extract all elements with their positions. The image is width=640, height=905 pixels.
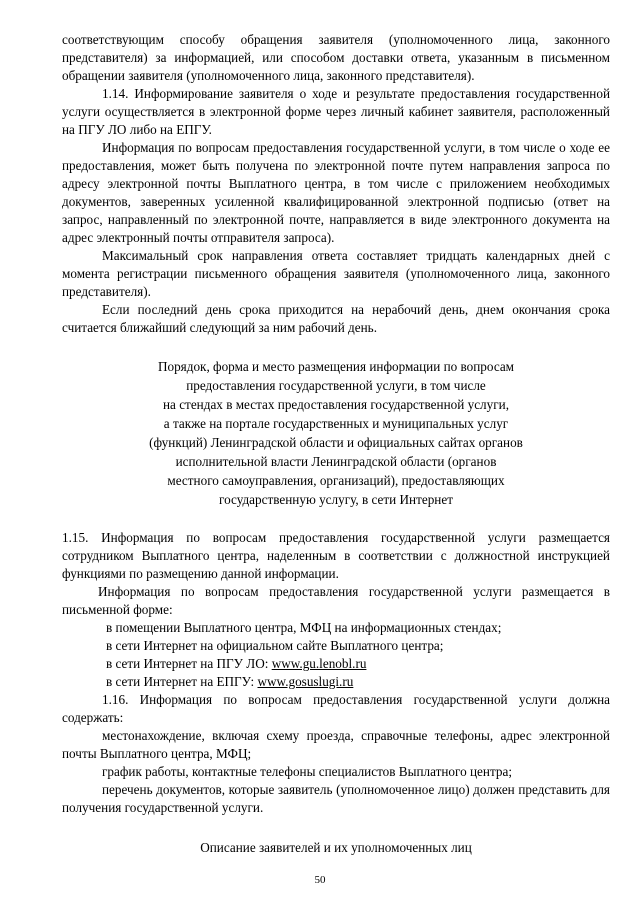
heading-line: государственную услугу, в сети Интернет [219,492,453,507]
paragraph-documents: перечень документов, которые заявитель (уполномоченное лицо) должен представить для получения государственной услуги. [62,782,610,815]
paragraph-non-working-day: Если последний день срока приходится на нерабочий день, днем окончания срока считается ближайший следующий за ним рабочий день. [62,302,610,335]
pgu-prefix: в сети Интернет на ПГУ ЛО: [106,656,272,671]
list-item: в помещении Выплатного центра, МФЦ на информационных стендах; [106,620,502,635]
paragraph-1-16: 1.16. Информация по вопросам предоставления государственной услуги должна содержать: [62,692,610,725]
epgu-prefix: в сети Интернет на ЕПГУ: [106,674,258,689]
heading-line: местного самоуправления, организаций), предоставляющих [167,473,505,488]
paragraph-schedule: график работы, контактные телефоны специалистов Выплатного центра; [102,764,512,779]
paragraph-1-14: 1.14. Информирование заявителя о ходе и результате предоставления государственной услуги осуществляется в электронной форме через личный кабинет заявителя, расположенный на ПГУ ЛО либо на ЕПГУ. [62,86,610,137]
list-item-epgu [62,673,610,691]
list-item: в сети Интернет на официальном сайте Выплатного центра; [106,638,444,653]
paragraph-1-15: 1.15. Информация по вопросам предоставления государственной услуги размещается сотрудником Выплатного центра, наделенным в соответствии с должностной инструкцией функциями по размещению данной информации. [62,530,610,581]
paragraph-location: местонахождение, включая схему проезда, справочные телефоны, адрес электронной почты Выплатного центра, МФЦ; [62,728,610,761]
paragraph-max-term: Максимальный срок направления ответа составляет тридцать календарных дней с момента регистрации письменного обращения заявителя (уполномоченного лица, законного представителя). [62,248,610,299]
pgu-link[interactable]: www.gu.lenobl.ru [271,656,367,671]
document-page [62,31,610,857]
paragraph-continuation: соответствующим способу обращения заявителя (уполномоченного лица, законного представителя) за информацией, или способом доставки ответа, указанным в письменном обращении заявителя (уполномоченного лица, законного представителя). [62,32,610,83]
section-heading [62,357,610,509]
heading-line: предоставления государственной услуги, в том числе [186,378,486,393]
list-item-pgu [62,655,610,673]
heading-line: на стендах в местах предоставления государственной услуги, [163,397,509,412]
heading-line: исполнительной власти Ленинградской области (органов [175,454,497,469]
heading-line: а также на портале государственных и муниципальных услуг [163,416,509,431]
next-section-title: Описание заявителей и их уполномоченных лиц [200,840,472,855]
heading-line: (функций) Ленинградской области и официальных сайтах органов [149,435,523,450]
epgu-link[interactable]: www.gosuslugi.ru [257,674,354,689]
heading-line: Порядок, форма и место размещения информации по вопросам [157,359,515,374]
page-number: 50 [314,874,326,886]
paragraph-email-info: Информация по вопросам предоставления государственной услуги, в том числе о ходе ее предоставления, может быть получена по электронной почте путем направления запроса по адресу электронной почты Выплатного центра, в том числе с приложением необходимых документов, заверенных усиленной квалифицированной электронной подписью (ответ на запрос, направленный по электронной почте, направляется в виде электронного документа на адрес электронный почты отправителя запроса). [62,140,610,245]
paragraph-written-form: Информация по вопросам предоставления государственной услуги размещается в письменной форме: [62,584,610,617]
